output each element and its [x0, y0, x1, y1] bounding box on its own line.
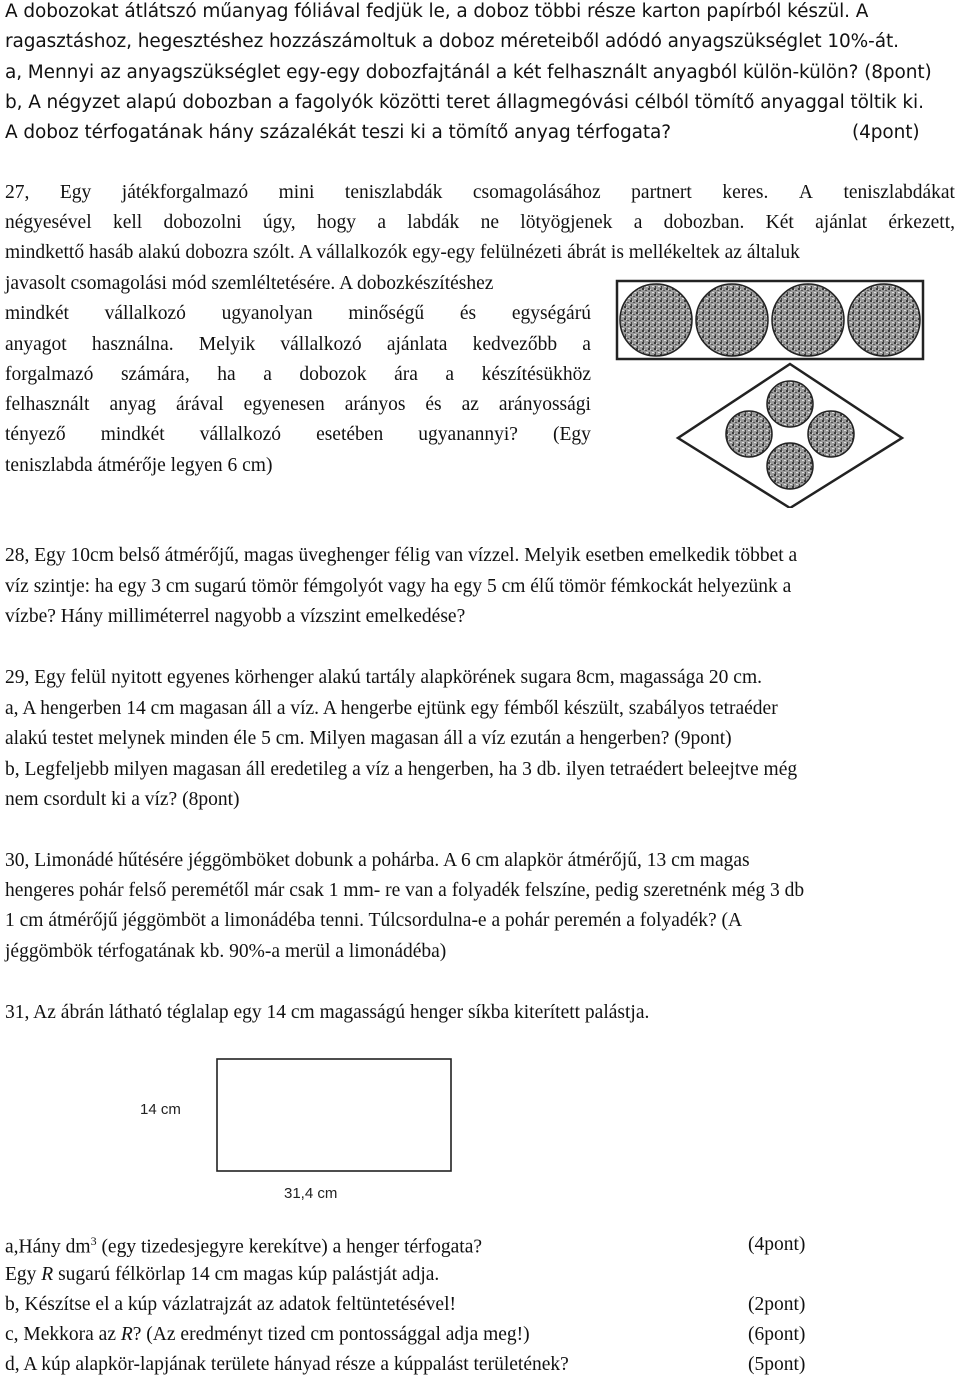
top-line-1: A dobozokat átlátszó műanyag fóliával fedjük le, a doboz többi része karton papírból készül. A [5, 1, 869, 22]
p29-line-5: nem csordult ki a víz? (8pont) [5, 789, 240, 810]
tennis-ball-box-figure [612, 276, 934, 508]
p31-question-d: d, A kúp alapkör-lapjának területe hányad része a kúppalást területének? [5, 1354, 569, 1375]
p27-line-8: felhasznált anyag árával egyenesen arányos és az arányossági [5, 394, 591, 415]
figure-height-label: 14 cm [140, 1101, 181, 1118]
p27-line-7: forgalmazó számára, ha a dobozok ára a készítésükhöz [5, 364, 591, 385]
p29-line-3: alakú testet melynek minden éle 5 cm. Milyen magasan áll a víz ezután a hengerben? (9pont) [5, 728, 732, 749]
p31-intro: Egy R sugarú félkörlap 14 cm magas kúp palástját adja. [5, 1264, 440, 1285]
p27-line-5: mindkét vállalkozó ugyanolyan minőségű és egységárú [5, 303, 591, 324]
p31-question-a-points: (4pont) [748, 1234, 806, 1255]
p31-question-b-points: (2pont) [748, 1294, 806, 1315]
p31-question-c-points: (6pont) [748, 1324, 806, 1345]
p27-line-6: anyagot használna. Melyik vállalkozó ajánlata kedvezőbb a [5, 334, 591, 355]
p28-line-2: víz szintje: ha egy 3 cm sugarú tömör fémgolyót vagy ha egy 5 cm élű tömör fémkockát helyezünk a [5, 576, 792, 597]
p30-line-4: jéggömbök térfogatának kb. 90%-a merül a limonádéba) [5, 941, 447, 962]
p30-line-3: 1 cm átmérőjű jéggömböt a limonádéba tenni. Túlcsordulna-e a pohár peremén a folyadék? (A [5, 910, 743, 931]
top-line-3: a, Mennyi az anyagszükséglet egy-egy dobozfajtánál a két felhasznált anyagból külön-külön? (8pont) [5, 62, 932, 83]
p30-line-1: 30, Limonádé hűtésére jéggömböket dobunk a pohárba. A 6 cm alapkör átmérőjű, 13 cm magas [5, 850, 750, 871]
top-line-5: A doboz térfogatának hány százalékát teszi ki a tömítő anyag térfogata? [5, 122, 671, 143]
top-line-2: ragasztáshoz, hegesztéshez hozzászámoltuk a doboz méreteiből adódó anyagszükséglet 10%-át. [5, 31, 899, 52]
cylinder-lateral-surface-figure [122, 1055, 452, 1215]
p31-question-c: c, Mekkora az R? (Az eredményt tized cm pontossággal adja meg!) [5, 1324, 530, 1345]
p29-line-2: a, A hengerben 14 cm magasan áll a víz. A hengerbe ejtünk egy fémből készült, szabályos tetraéder [5, 698, 778, 719]
figure-width-label: 31,4 cm [284, 1185, 338, 1202]
p29-line-1: 29, Egy felül nyitott egyenes körhenger alakú tartály alapkörének sugara 8cm, magassága 20 cm. [5, 667, 762, 688]
p29-line-4: b, Legfeljebb milyen magasan áll eredetileg a víz a hengerben, ha 3 db. ilyen tetraédert beleejtve még [5, 759, 798, 780]
top-line-4: b, A négyzet alapú dobozban a fagolyók közötti teret állagmegóvási célból tömítő anyaggal töltik ki. [5, 92, 924, 113]
p27-line-3: mindkettő hasáb alakú dobozra szólt. A vállalkozók egy-egy felülnézeti ábrát is mellékeltek az általuk [5, 242, 800, 263]
p27-line-9: tényező mindkét vállalkozó esetében ugyanannyi? (Egy [5, 424, 591, 445]
p28-line-3: vízbe? Hány milliméterrel nagyobb a vízszint emelkedése? [5, 606, 466, 627]
p31-question-a: a,Hány $dm^3$ (egy tizedesjegyre kerekítve) a henger térfogata? [5, 1234, 483, 1258]
p28-line-1: 28, Egy 10cm belső átmérőjű, magas üveghenger félig van vízzel. Melyik esetben emelkedik többet a [5, 545, 798, 566]
p31-question-d-points: (5pont) [748, 1354, 806, 1375]
p27-line-2: négyesével kell dobozolni úgy, hogy a labdák ne lötyögjenek a dobozban. Két ajánlat érkezett, [5, 212, 955, 233]
p31-line-1: 31, Az ábrán látható téglalap egy 14 cm magasságú henger síkba kiterített palástja. [5, 1002, 650, 1023]
p31-question-b: b, Készítse el a kúp vázlatrajzát az adatok feltüntetésével! [5, 1294, 456, 1315]
p27-line-1: 27, Egy játékforgalmazó mini teniszlabdák csomagolásához partnert keres. A teniszlabdákat [5, 182, 955, 203]
top-line-5-points: (4pont) [852, 122, 920, 143]
rhombus-box-drawing [678, 364, 902, 508]
p30-line-2: hengeres pohár felső peremétől már csak 1 mm- re van a folyadék felszíne, pedig szeretnénk még 3 db [5, 880, 805, 901]
p27-line-10: teniszlabda átmérője legyen 6 cm) [5, 455, 273, 476]
row-box-drawing [617, 281, 923, 359]
p27-line-4: javasolt csomagolási mód szemléltetésére. A dobozkészítéshez [5, 273, 494, 294]
